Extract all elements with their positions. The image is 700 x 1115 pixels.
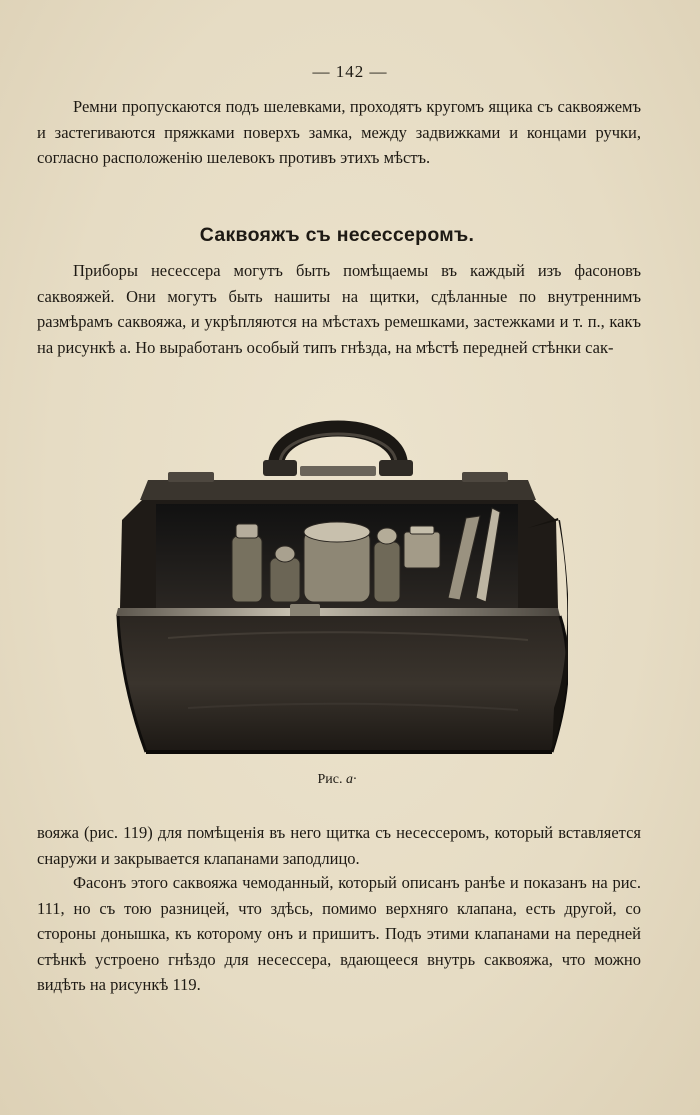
paragraph-necessaire: [37, 258, 641, 360]
figure-bag-illustration: [108, 408, 568, 768]
paragraph-text: вояжа (рис. 119) для помѣщенія въ него щитка съ несессеромъ, который вставляется снаружи и закрывается клапанами заподлицо.: [37, 823, 641, 868]
page-number: — 142 —: [312, 62, 388, 81]
paragraph-fashion: [37, 870, 641, 998]
caption-prefix: Рис.: [317, 772, 343, 787]
paragraph-text: Фасонъ этого саквояжа чемоданный, который описанъ ранѣе и показанъ на рис. 111, но съ тою разницей, что здѣсь, помимо верхняго клапана, есть другой, со стороны донышка, къ которому онъ и пришитъ. Подъ этими клапанами на передней стѣнкѣ устроено гнѣздо для несессера, вдающееся внутрь саквояжа, что можно видѣть на рисункѣ 119.: [37, 873, 641, 994]
paragraph-straps: [37, 94, 641, 171]
figure-caption: [0, 772, 674, 788]
section-heading: Саквояжъ съ несессеромъ.: [199, 224, 475, 246]
bag-engraving: [108, 408, 568, 768]
paragraph-text: Приборы несессера могутъ быть помѣщаемы въ каждый изъ фасоновъ саквояжей. Они могутъ быть нашиты на щитки, сдѣланные по внутреннимъ размѣрамъ саквояжа, и укрѣпляются на мѣстахъ ремешками, застежками и т. п., какъ на рисункѣ а. Но выработанъ особый типъ гнѣзда, на мѣстѣ передней стѣнки сак-: [37, 261, 641, 357]
caption-letter: а·: [346, 772, 357, 787]
paragraph-insert-nest: [37, 820, 641, 871]
paragraph-text: Ремни пропускаются подъ шелевками, проходятъ кругомъ ящика съ саквояжемъ и застегиваются пряжками поверхъ замка, между задвижками и концами ручки, согласно расположенію шелевокъ противъ этихъ мѣстъ.: [37, 97, 641, 167]
